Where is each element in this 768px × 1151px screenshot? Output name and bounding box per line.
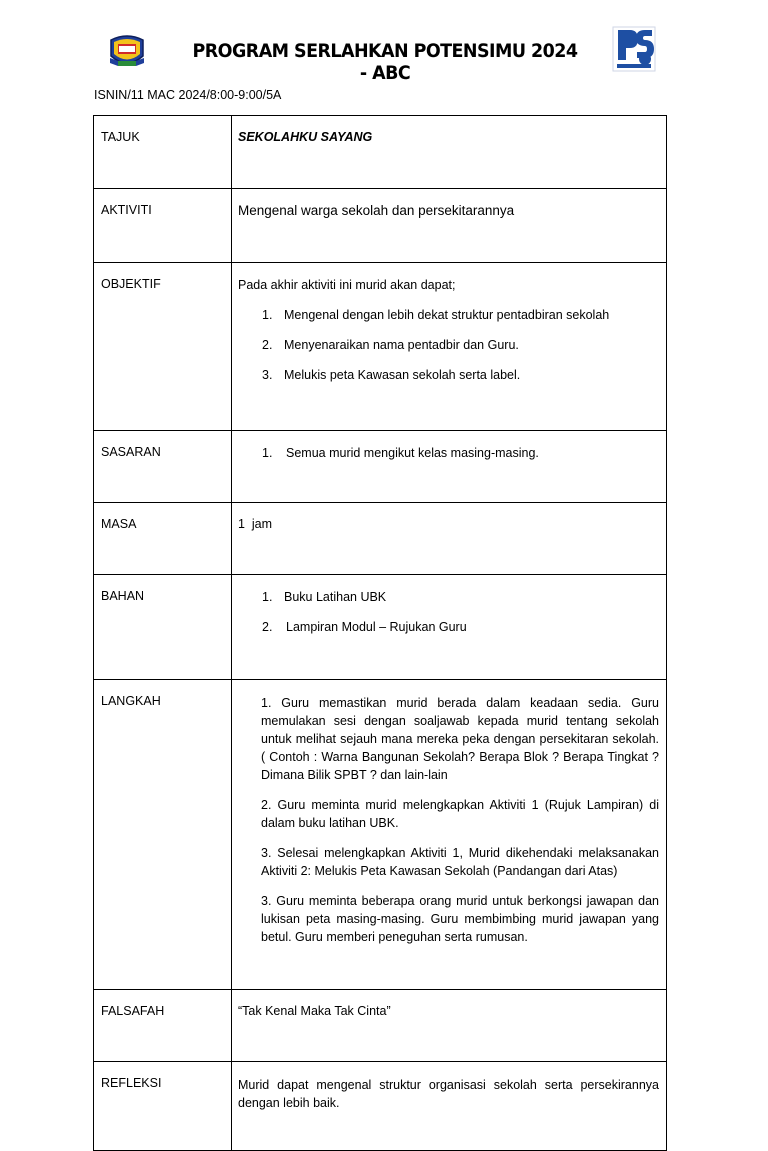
list-item (238, 367, 659, 383)
table-row-sasaran (94, 431, 667, 503)
list-item (238, 307, 659, 323)
activity-value: Mengenal warga sekolah dan persekitarannya (232, 189, 667, 263)
table-row-falsafah (94, 990, 667, 1062)
ps-25-logo (612, 26, 656, 72)
row-label-aktiviti: AKTIVITI (94, 189, 232, 263)
table-row-langkah (94, 680, 667, 990)
list-text: Lampiran Modul – Rujukan Guru (286, 620, 467, 634)
step-paragraph: 1. Guru memastikan murid berada dalam keadaan sedia. Guru memulakan sesi dengan soaljawab kepada murid tentang sekolah untuk melihat sejauh mana mereka peka dengan persekitaran sekolah. ( Contoh : Warna Bangunan Sekolah? Berapa Blok ? Berapa Tingkat ? Dimana Bilik SPBT ? dan lain-lain (261, 696, 659, 782)
steps-cell (232, 680, 667, 990)
objective-intro: Pada akhir aktiviti ini murid akan dapat; (238, 278, 456, 292)
school-crest-icon (106, 30, 148, 72)
row-label-refleksi: REFLEKSI (94, 1062, 232, 1151)
list-text: Mengenal dengan lebih dekat struktur pentadbiran sekolah (284, 308, 610, 322)
row-label-masa: MASA (94, 503, 232, 575)
list-text: Buku Latihan UBK (284, 590, 387, 604)
list-number: 3. (262, 368, 273, 382)
materials-list (238, 589, 659, 635)
list-number: 2. (262, 338, 273, 352)
table-row-objektif (94, 263, 667, 431)
row-label-objektif: OBJEKTIF (94, 263, 232, 431)
objective-cell (232, 263, 667, 431)
duration-value: 1 jam (232, 503, 667, 575)
target-cell (232, 431, 667, 503)
objective-list (238, 307, 659, 383)
list-number: 1. (262, 446, 273, 460)
philosophy-value: “Tak Kenal Maka Tak Cinta” (232, 990, 667, 1062)
step-paragraph: 3. Guru meminta beberapa orang murid untuk berkongsi jawapan dan lukisan peta masing-masing. Guru membimbing murid jawapan yang betul. Guru memberi peneguhan serta rumusan. (261, 894, 659, 944)
list-text: Semua murid mengikut kelas masing-masing. (286, 446, 539, 460)
row-label-sasaran: SASARAN (94, 431, 232, 503)
document-header (0, 22, 768, 82)
row-label-langkah: LANGKAH (94, 680, 232, 990)
step-paragraph: 2. Guru meminta murid melengkapkan Aktiviti 1 (Rujuk Lampiran) di dalam buku latihan UBK. (261, 798, 659, 830)
target-list (238, 445, 659, 461)
row-label-tajuk: TAJUK (94, 116, 232, 189)
list-number: 1. (262, 590, 273, 604)
reflection-value: Murid dapat mengenal struktur organisasi sekolah serta persekirannya dengan lebih baik. (232, 1062, 667, 1151)
list-item (238, 337, 659, 353)
list-item (238, 445, 659, 461)
list-text: Melukis peta Kawasan sekolah serta label. (284, 368, 521, 382)
lesson-plan-table (93, 115, 667, 1151)
row-label-bahan: BAHAN (94, 575, 232, 680)
materials-cell (232, 575, 667, 680)
step-paragraph: 3. Selesai melengkapkan Aktiviti 1, Murid dikehendaki melaksanakan Aktiviti 2: Melukis Peta Kawasan Sekolah (Pandangan dari Atas) (261, 846, 659, 878)
table-row-refleksi (94, 1062, 667, 1151)
list-item (238, 619, 659, 635)
table-row-aktiviti (94, 189, 667, 263)
list-number: 2. (262, 620, 273, 634)
table-row-bahan (94, 575, 667, 680)
session-dateline: ISNIN/11 MAC 2024/8:00-9:00/5A (94, 88, 282, 102)
table-row-masa (94, 503, 667, 575)
document-title: PROGRAM SERLAHKAN POTENSIMU 2024 - ABC (192, 40, 578, 84)
list-number: 1. (262, 308, 273, 322)
topic-value: SEKOLAHKU SAYANG (232, 116, 667, 189)
table-row-tajuk (94, 116, 667, 189)
row-label-falsafah: FALSAFAH (94, 990, 232, 1062)
list-text: Menyenaraikan nama pentadbir dan Guru. (284, 338, 519, 352)
list-item (238, 589, 659, 605)
